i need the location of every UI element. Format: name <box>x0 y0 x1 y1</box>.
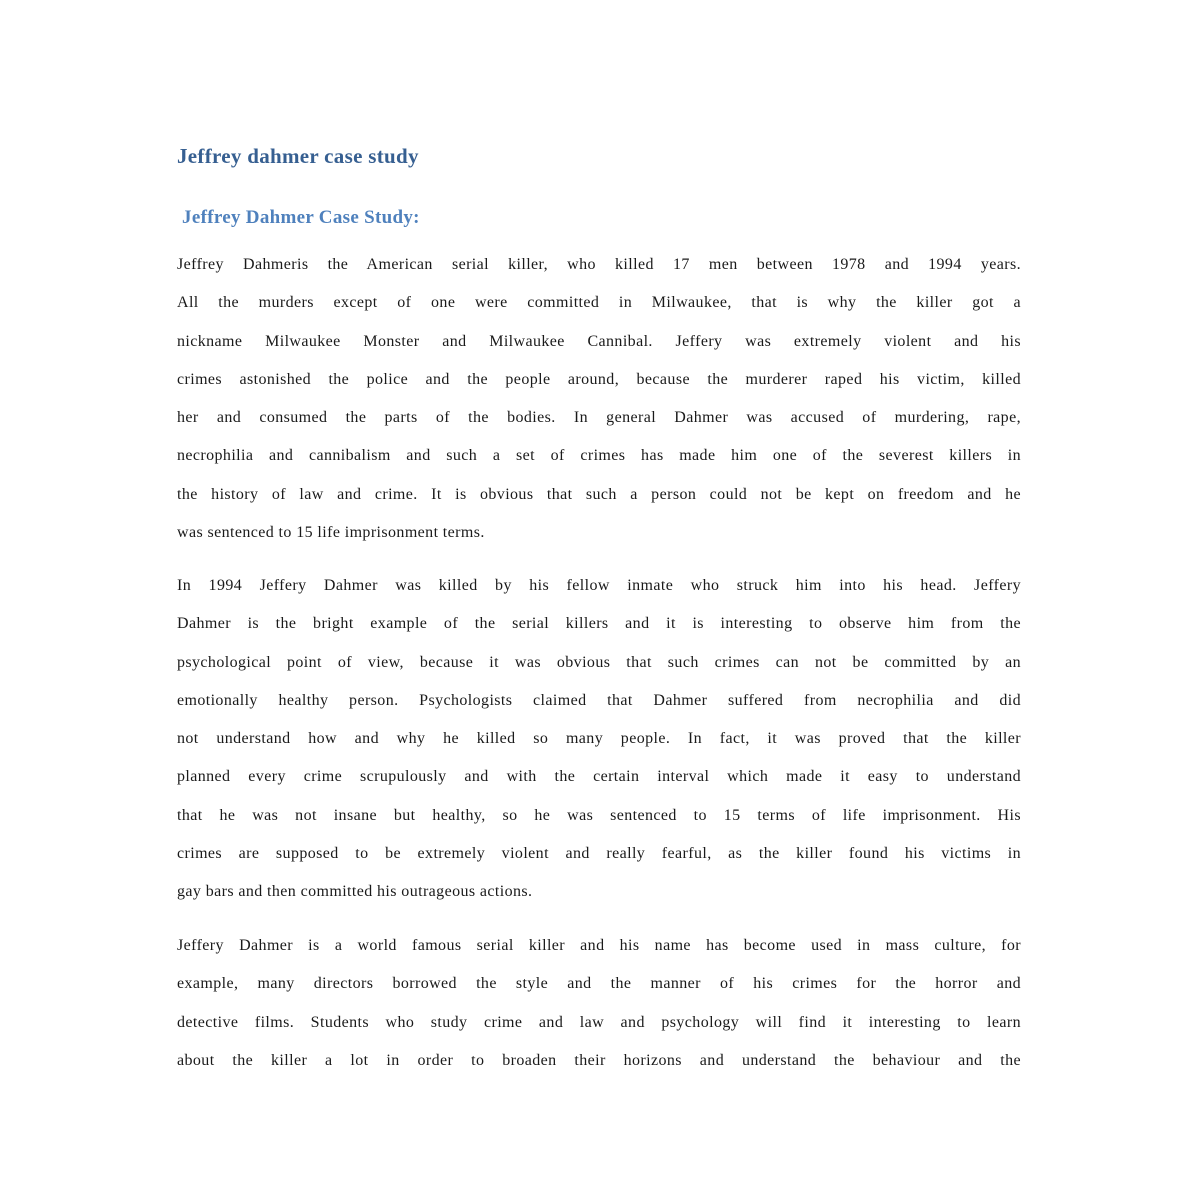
document-title: Jeffrey dahmer case study <box>177 144 419 168</box>
paragraph-line: gay bars and then committed his outrageous actions. <box>177 883 533 901</box>
paragraph-2 <box>177 567 1021 912</box>
paragraph-1 <box>177 246 1021 552</box>
paragraph-line: that he was not insane but healthy, so he was sentenced to 15 terms of life imprisonment. His <box>177 806 1021 824</box>
paragraph-line: crimes are supposed to be extremely violent and really fearful, as the killer found his victims in <box>177 845 1021 863</box>
paragraph-3 <box>177 927 1021 1080</box>
paragraph-line: Dahmer is the bright example of the serial killers and it is interesting to observe him from the <box>177 615 1021 633</box>
paragraph-line: example, many directors borrowed the style and the manner of his crimes for the horror and <box>177 975 1021 993</box>
paragraph-line: the history of law and crime. It is obvious that such a person could not be kept on freedom and he <box>177 485 1021 503</box>
paragraph-line: All the murders except of one were committed in Milwaukee, that is why the killer got a <box>177 294 1021 312</box>
paragraph-line: Jeffery Dahmer is a world famous serial killer and his name has become used in mass culture, for <box>177 937 1021 954</box>
paragraph-line: necrophilia and cannibalism and such a set of crimes has made him one of the severest killers in <box>177 447 1021 465</box>
paragraph-line: planned every crime scrupulously and with the certain interval which made it easy to understand <box>177 768 1021 786</box>
paragraph-line: crimes astonished the police and the people around, because the murderer raped his victim, killed <box>177 370 1021 388</box>
paragraph-line: was sentenced to 15 life imprisonment terms. <box>177 524 485 542</box>
paragraph-line: not understand how and why he killed so many people. In fact, it was proved that the killer <box>177 730 1021 748</box>
paragraph-line: psychological point of view, because it was obvious that such crimes can not be committed by an <box>177 653 1021 671</box>
paragraph-line: emotionally healthy person. Psychologists claimed that Dahmer suffered from necrophilia and did <box>177 691 1021 709</box>
paragraph-line: about the killer a lot in order to broaden their horizons and understand the behaviour and the <box>177 1051 1021 1069</box>
paragraph-line: In 1994 Jeffery Dahmer was killed by his fellow inmate who struck him into his head. Jeffery <box>177 577 1021 594</box>
paragraph-line: Jeffrey Dahmeris the American serial killer, who killed 17 men between 1978 and 1994 years. <box>177 256 1021 273</box>
paragraph-line: nickname Milwaukee Monster and Milwaukee Cannibal. Jeffery was extremely violent and his <box>177 332 1021 350</box>
section-heading: Jeffrey Dahmer Case Study: <box>177 207 420 228</box>
paragraph-line: her and consumed the parts of the bodies. In general Dahmer was accused of murdering, rape, <box>177 409 1021 427</box>
paragraph-line: detective films. Students who study crime and law and psychology will find it interesting to learn <box>177 1013 1021 1031</box>
